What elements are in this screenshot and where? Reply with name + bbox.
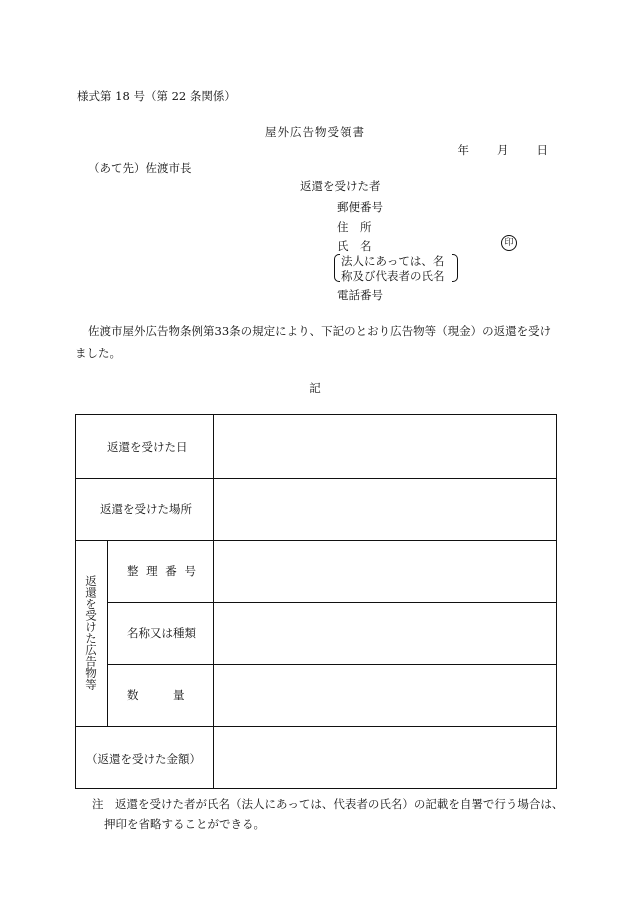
date-month-label: 月 — [497, 143, 509, 157]
quantity-label: 数 量 — [127, 688, 185, 702]
return-details-table — [75, 414, 557, 789]
ki-label: 記 — [309, 381, 321, 395]
postal-code-label: 郵便番号 — [337, 200, 383, 214]
returned-items-group-label: 返還を受けた広告物等 — [84, 575, 98, 690]
table-column-divider — [107, 540, 108, 726]
name-or-type-field[interactable] — [214, 603, 556, 664]
footnote-line1: 注 返還を受けた者が氏名（法人にあっては、代表者の氏名）の記載を自署で行う場合は、 — [92, 797, 564, 811]
date-year-label: 年 — [457, 143, 469, 157]
date-line — [458, 142, 549, 158]
date-day-label: 日 — [536, 143, 548, 157]
phone-label: 電話番号 — [337, 288, 383, 302]
reference-number-label: 整 理 番 号 — [127, 564, 198, 578]
returnee-heading: 返還を受けた者 — [300, 179, 381, 193]
corporation-note — [334, 253, 458, 283]
address-label: 住 所 — [337, 220, 372, 234]
seal-mark: 印 — [501, 235, 517, 251]
document-title: 屋外広告物受領書 — [265, 125, 365, 139]
footnote-line2: 押印を省略することができる。 — [104, 817, 265, 831]
reference-number-field[interactable] — [214, 541, 556, 602]
return-date-label: 返還を受けた日 — [107, 440, 188, 454]
return-amount-field[interactable] — [214, 727, 556, 788]
bracket-right — [452, 254, 458, 282]
return-place-label: 返還を受けた場所 — [100, 502, 192, 516]
corporation-note-line1: 法人にあっては、名 — [341, 254, 445, 268]
body-text: 佐渡市屋外広告物条例第33条の規定により、下記のとおり広告物等（現金）の返還を受けました。 — [75, 324, 552, 360]
form-number: 様式第 18 号（第 22 条関係） — [77, 89, 236, 103]
name-or-type-label: 名称又は種類 — [127, 626, 196, 640]
corporation-note-line2: 称及び代表者の氏名 — [341, 269, 445, 283]
return-amount-label: （返還を受けた金額） — [86, 752, 201, 766]
addressee: （あて先）佐渡市長 — [88, 161, 192, 175]
quantity-field[interactable] — [214, 665, 556, 726]
name-label: 氏 名 — [337, 239, 372, 253]
bracket-left — [334, 254, 340, 282]
return-date-field[interactable] — [214, 415, 556, 477]
return-place-field[interactable] — [214, 479, 556, 540]
